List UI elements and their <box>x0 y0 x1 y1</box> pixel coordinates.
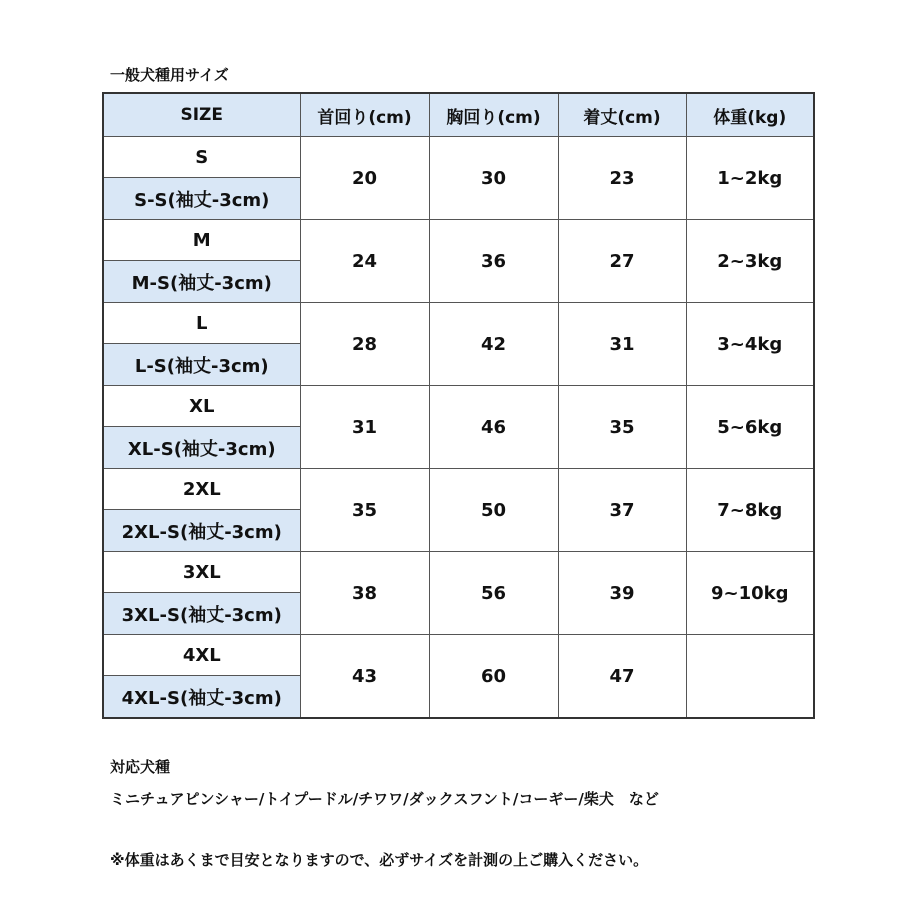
size-short-sleeve-cell: L-S(袖丈-3cm) <box>103 344 300 386</box>
length-cell: 35 <box>558 386 686 469</box>
compatible-breeds-title: 対応犬種 <box>110 758 171 776</box>
table-row <box>103 552 814 593</box>
header-neck: 首回り(cm) <box>300 93 429 137</box>
header-row <box>103 93 814 137</box>
weight-cell: 3~4kg <box>686 303 814 386</box>
size-cell: XL <box>103 386 300 427</box>
chest-cell: 56 <box>429 552 558 635</box>
neck-cell: 43 <box>300 635 429 719</box>
header-size: SIZE <box>103 93 300 137</box>
chest-cell: 42 <box>429 303 558 386</box>
table-row <box>103 220 814 261</box>
size-cell: M <box>103 220 300 261</box>
neck-cell: 28 <box>300 303 429 386</box>
size-short-sleeve-cell: M-S(袖丈-3cm) <box>103 261 300 303</box>
compatible-breeds-list: ミニチュアピンシャー/トイプードル/チワワ/ダックスフント/コーギー/柴犬 など <box>110 790 659 808</box>
length-cell: 27 <box>558 220 686 303</box>
table-row <box>103 635 814 676</box>
size-cell: 3XL <box>103 552 300 593</box>
neck-cell: 31 <box>300 386 429 469</box>
length-cell: 39 <box>558 552 686 635</box>
size-short-sleeve-cell: S-S(袖丈-3cm) <box>103 178 300 220</box>
length-cell: 47 <box>558 635 686 719</box>
size-cell: S <box>103 137 300 178</box>
size-short-sleeve-cell: 3XL-S(袖丈-3cm) <box>103 593 300 635</box>
weight-disclaimer: ※体重はあくまで目安となりますので、必ずサイズを計測の上ご購入ください。 <box>110 851 649 869</box>
table-row <box>103 386 814 427</box>
weight-cell: 7~8kg <box>686 469 814 552</box>
weight-cell <box>686 635 814 719</box>
size-short-sleeve-cell: 2XL-S(袖丈-3cm) <box>103 510 300 552</box>
length-cell: 31 <box>558 303 686 386</box>
size-short-sleeve-cell: 4XL-S(袖丈-3cm) <box>103 676 300 719</box>
weight-cell: 2~3kg <box>686 220 814 303</box>
length-cell: 37 <box>558 469 686 552</box>
length-cell: 23 <box>558 137 686 220</box>
neck-cell: 38 <box>300 552 429 635</box>
size-table <box>102 92 815 719</box>
chest-cell: 36 <box>429 220 558 303</box>
neck-cell: 24 <box>300 220 429 303</box>
weight-cell: 9~10kg <box>686 552 814 635</box>
table-row <box>103 137 814 178</box>
chest-cell: 60 <box>429 635 558 719</box>
table-row <box>103 469 814 510</box>
size-short-sleeve-cell: XL-S(袖丈-3cm) <box>103 427 300 469</box>
chest-cell: 46 <box>429 386 558 469</box>
size-cell: L <box>103 303 300 344</box>
table-row <box>103 303 814 344</box>
size-cell: 2XL <box>103 469 300 510</box>
neck-cell: 20 <box>300 137 429 220</box>
header-chest: 胸回り(cm) <box>429 93 558 137</box>
chest-cell: 50 <box>429 469 558 552</box>
header-length: 着丈(cm) <box>558 93 686 137</box>
header-weight: 体重(kg) <box>686 93 814 137</box>
size-cell: 4XL <box>103 635 300 676</box>
neck-cell: 35 <box>300 469 429 552</box>
weight-cell: 5~6kg <box>686 386 814 469</box>
table-caption: 一般犬種用サイズ <box>110 66 229 84</box>
chest-cell: 30 <box>429 137 558 220</box>
weight-cell: 1~2kg <box>686 137 814 220</box>
